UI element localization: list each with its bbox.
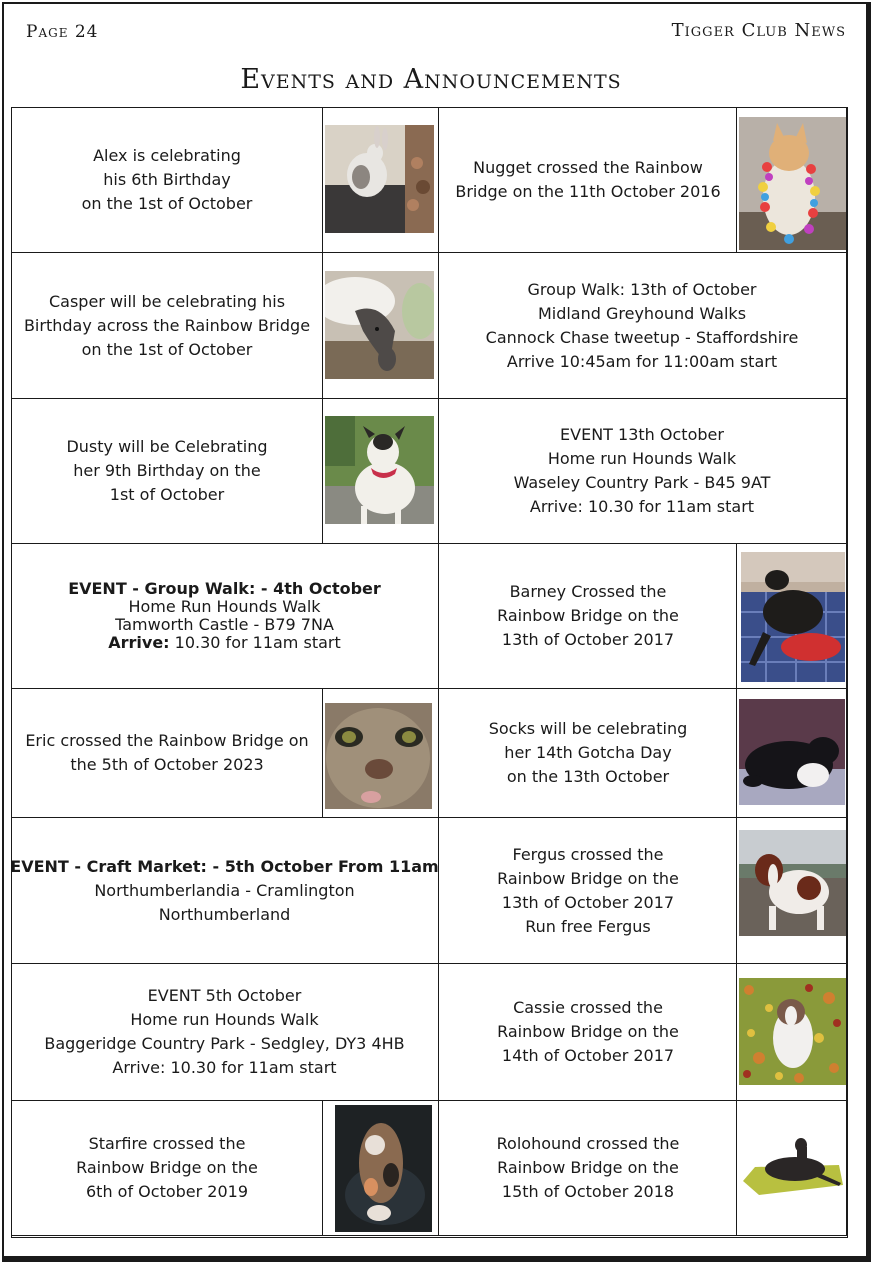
starfire-cat-photo	[335, 1105, 432, 1232]
event-oct4-arrive	[108, 634, 341, 652]
group-walk-oct13-line-3: Cannock Chase tweetup - Staffordshire	[485, 327, 799, 347]
announcement-casper	[12, 253, 439, 399]
announcement-eric	[12, 689, 439, 818]
photo-divider	[736, 108, 737, 253]
announcement-event-oct13	[439, 399, 847, 544]
dusty-greyhound-photo	[325, 416, 434, 524]
starfire-line-1: Starfire crossed the	[88, 1134, 246, 1153]
fergus-line-1: Fergus crossed the	[512, 844, 664, 864]
photo-divider	[322, 1101, 323, 1236]
group-walk-oct13-line-2: Midland Greyhound Walks	[537, 303, 747, 323]
announcements-grid	[11, 107, 848, 1238]
casper-line-1: Casper will be celebrating his	[48, 291, 286, 311]
announcement-rolohound	[439, 1101, 847, 1236]
event-oct4-line-3: Tamworth Castle - B79 7NA	[115, 615, 334, 634]
announcement-fergus	[439, 818, 847, 964]
rolohound-line-1: Rolohound crossed the	[496, 1134, 680, 1153]
event-oct13-line-2: Home run Hounds Walk	[547, 449, 737, 468]
barney-greyhound-photo	[741, 552, 845, 682]
alex-rabbit-photo	[325, 125, 434, 233]
fergus-line-2: Rainbow Bridge on the	[497, 868, 679, 888]
event-oct4-heading: EVENT - Group Walk: - 4th October	[68, 579, 381, 598]
announcement-barney	[439, 544, 847, 689]
cassie-dog-photo	[739, 978, 846, 1085]
event-oct13-line-1: EVENT 13th October	[560, 425, 724, 444]
publication-name: Tigger Club News	[671, 20, 846, 41]
cassie-line-1: Cassie crossed the	[513, 998, 663, 1017]
event-oct5-line-2: Home run Hounds Walk	[130, 1010, 319, 1029]
announcement-event-oct5	[12, 964, 439, 1101]
nugget-cat-photo	[739, 117, 846, 250]
craft-market-line-2: Northumberlandia - Cramlington	[94, 880, 355, 900]
announcement-group-walk-oct13	[439, 253, 847, 399]
eric-line-2: the 5th of October 2023	[70, 755, 264, 774]
group-walk-oct13-line-4: Arrive 10:45am for 11:00am start	[506, 351, 778, 371]
dusty-line-2: her 9th Birthday on the	[73, 461, 261, 480]
fergus-line-4: Run free Fergus	[525, 916, 651, 936]
dusty-line-1: Dusty will be Celebrating	[66, 437, 268, 456]
event-oct5-line-3: Baggeridge Country Park - Sedgley, DY3 4HB	[44, 1034, 405, 1053]
group-walk-oct13-line-1: Group Walk: 13th of October	[527, 279, 757, 299]
page-number: Page 24	[26, 22, 99, 42]
rolohound-line-2: Rainbow Bridge on the	[497, 1158, 679, 1177]
announcement-cassie	[439, 964, 847, 1101]
fergus-spaniel-photo	[739, 830, 846, 936]
page-title: Events and Announcements	[240, 64, 622, 95]
nugget-line-2: Bridge on the 11th October 2016	[455, 182, 721, 201]
photo-divider	[322, 689, 323, 818]
barney-line-3: 13th of October 2017	[501, 630, 675, 649]
cassie-line-2: Rainbow Bridge on the	[497, 1022, 679, 1041]
photo-divider	[736, 544, 737, 1236]
alex-line-1: Alex is celebrating	[93, 146, 241, 165]
event-oct4-arrive-label: Arrive:	[108, 633, 170, 652]
eric-line-1: Eric crossed the Rainbow Bridge on	[25, 731, 309, 750]
socks-line-3: on the 13th October	[506, 767, 670, 786]
event-oct5-line-1: EVENT 5th October	[147, 986, 302, 1005]
casper-line-2: Birthday across the Rainbow Bridge	[23, 315, 311, 335]
craft-market-line-3: Northumberland	[158, 904, 291, 924]
starfire-line-2: Rainbow Bridge on the	[76, 1158, 258, 1177]
alex-line-2: his 6th Birthday	[103, 170, 231, 189]
starfire-line-3: 6th of October 2019	[85, 1182, 249, 1201]
casper-greyhound-photo	[325, 271, 434, 379]
event-oct4-line-2: Home Run Hounds Walk	[128, 597, 321, 616]
barney-line-2: Rainbow Bridge on the	[497, 606, 679, 625]
fergus-line-3: 13th of October 2017	[501, 892, 675, 912]
socks-cat-photo	[739, 699, 845, 805]
casper-line-3: on the 1st of October	[81, 339, 253, 359]
craft-market-heading: EVENT - Craft Market: - 5th October From 11am	[10, 856, 439, 876]
event-oct13-line-3: Waseley Country Park - B45 9AT	[513, 473, 771, 492]
eric-cat-photo	[325, 703, 432, 809]
socks-line-2: her 14th Gotcha Day	[504, 743, 672, 762]
announcement-dusty	[12, 399, 439, 544]
announcement-nugget	[439, 108, 847, 253]
announcement-socks	[439, 689, 847, 818]
announcement-starfire	[12, 1101, 439, 1236]
event-oct5-line-4: Arrive: 10.30 for 11am start	[112, 1058, 337, 1077]
rolohound-line-3: 15th of October 2018	[501, 1182, 675, 1201]
announcement-alex	[12, 108, 439, 253]
announcement-event-oct4	[12, 544, 439, 689]
alex-line-3: on the 1st of October	[81, 194, 253, 213]
rolohound-greyhound-photo	[739, 1129, 845, 1201]
barney-line-1: Barney Crossed the	[509, 582, 667, 601]
photo-divider	[322, 108, 323, 544]
event-oct4-arrive-text: 10.30 for 11am start	[169, 633, 341, 652]
nugget-line-1: Nugget crossed the Rainbow	[473, 158, 703, 177]
dusty-line-3: 1st of October	[109, 485, 225, 504]
announcement-craft-market	[12, 818, 439, 964]
socks-line-1: Socks will be celebrating	[488, 719, 688, 738]
event-oct13-line-4: Arrive: 10.30 for 11am start	[529, 497, 755, 516]
cassie-line-3: 14th of October 2017	[501, 1046, 675, 1065]
